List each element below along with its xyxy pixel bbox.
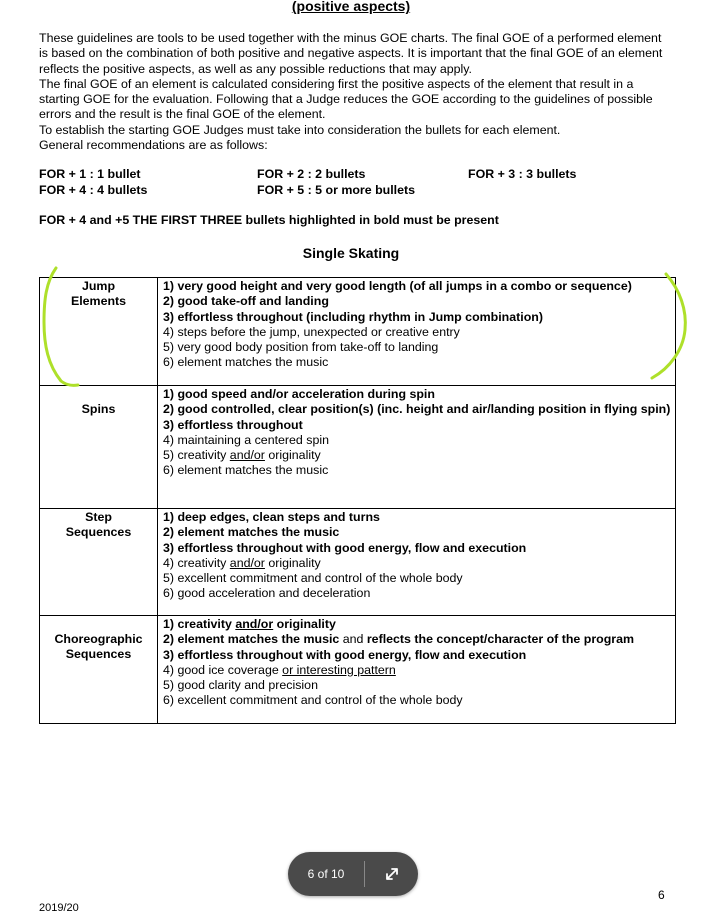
bullet-item: 1) deep edges, clean steps and turns [163,510,380,524]
rec-plus4: FOR + 4 : 4 bullets [39,183,148,197]
bullet-item: 2) good controlled, clear position(s) (inc. height and air/landing position in flying spin) [163,402,671,417]
category-cell [40,616,158,724]
category-cell [40,386,158,509]
table-row [40,278,676,386]
category-label: Choreographic [54,632,143,646]
bullet-item: 2) good take-off and landing [163,294,329,309]
intro-paragraph: The final GOE of an element is calculated considering first the positive aspects of the element that result in a starting GOE for the evaluation. Following that a Judge reduces the GOE according to the guidelines of possible errors and the result is the final GOE of the element. [39,76,653,122]
bullets-cell [158,278,676,386]
table-row [40,509,676,616]
bullets-cell [158,509,676,616]
bullet-item: 4) steps before the jump, unexpected or creative entry [163,324,460,339]
bullet-item: 4) good ice coverage or interesting pattern [163,662,396,677]
bullet-item: 1) good speed and/or acceleration during spin [163,387,435,401]
table-row [40,616,676,724]
bullet-item: 2) element matches the music and reflects the concept/character of the program [163,632,635,647]
bullet-item: 6) element matches the music [163,463,329,478]
category-label: Elements [70,294,127,309]
bullet-item: 5) good clarity and precision [163,678,318,693]
bullets-cell [158,386,676,509]
bullet-item: 4) maintaining a centered spin [163,432,329,447]
bullet-item: 1) very good height and very good length (of all jumps in a combo or sequence) [163,279,632,293]
bullet-item: 1) creativity and/or originality [163,617,336,631]
category-cell [40,509,158,616]
expand-button[interactable] [365,866,418,882]
bullet-item: 2) element matches the music [163,525,340,540]
category-label: Sequences [65,647,132,662]
bullets-cell [158,616,676,724]
bullet-item: 3) effortless throughout with good energy, flow and execution [163,647,527,662]
page-indicator [288,852,418,896]
rec-plus3: FOR + 3 : 3 bullets [468,167,577,181]
category-cell [40,278,158,386]
expand-icon [384,866,400,882]
rec-note: FOR + 4 and +5 THE FIRST THREE bullets highlighted in bold must be present [39,213,499,227]
intro-text [39,31,671,153]
intro-paragraph: These guidelines are tools to be used together with the minus GOE charts. The final GOE of a performed element is based on the combination of both positive and negative aspects. It is important that the final GOE of an element reflects the positive aspects, as well as any possible reductions that may apply. [39,31,663,76]
bullet-item: 3) effortless throughout with good energy, flow and execution [163,540,527,555]
bullet-item: 5) creativity and/or originality [163,448,321,463]
page-title: (positive aspects) [291,0,411,14]
table-row [40,386,676,509]
bullet-item: 3) effortless throughout [163,417,303,432]
category-label: Sequences [65,525,132,540]
rec-plus5: FOR + 5 : 5 or more bullets [257,183,416,197]
bullet-item: 5) excellent commitment and control of the whole body [163,571,463,586]
rec-plus1: FOR + 1 : 1 bullet [39,167,141,181]
footer-year: 2019/20 [39,902,79,914]
category-label: Step [85,510,112,524]
bullet-item: 5) very good body position from take-off to landing [163,340,439,355]
page-counter: 6 of 10 [307,867,345,881]
page-number: 6 [658,888,665,902]
intro-paragraph: General recommendations are as follows: [39,138,268,153]
bullet-item: 4) creativity and/or originality [163,555,321,570]
bullet-item: 3) effortless throughout (including rhythm in Jump combination) [163,309,543,324]
category-label: Jump [81,279,116,293]
category-label: Spins [81,402,116,416]
bullet-item: 6) good acceleration and deceleration [163,586,371,601]
bullet-item: 6) excellent commitment and control of the whole body [163,693,463,708]
goe-table [39,277,676,724]
intro-paragraph: To establish the starting GOE Judges must take into consideration the bullets for each element. [39,122,561,137]
rec-plus2: FOR + 2 : 2 bullets [257,167,366,181]
section-title: Single Skating [302,245,400,261]
bullet-item: 6) element matches the music [163,355,329,370]
